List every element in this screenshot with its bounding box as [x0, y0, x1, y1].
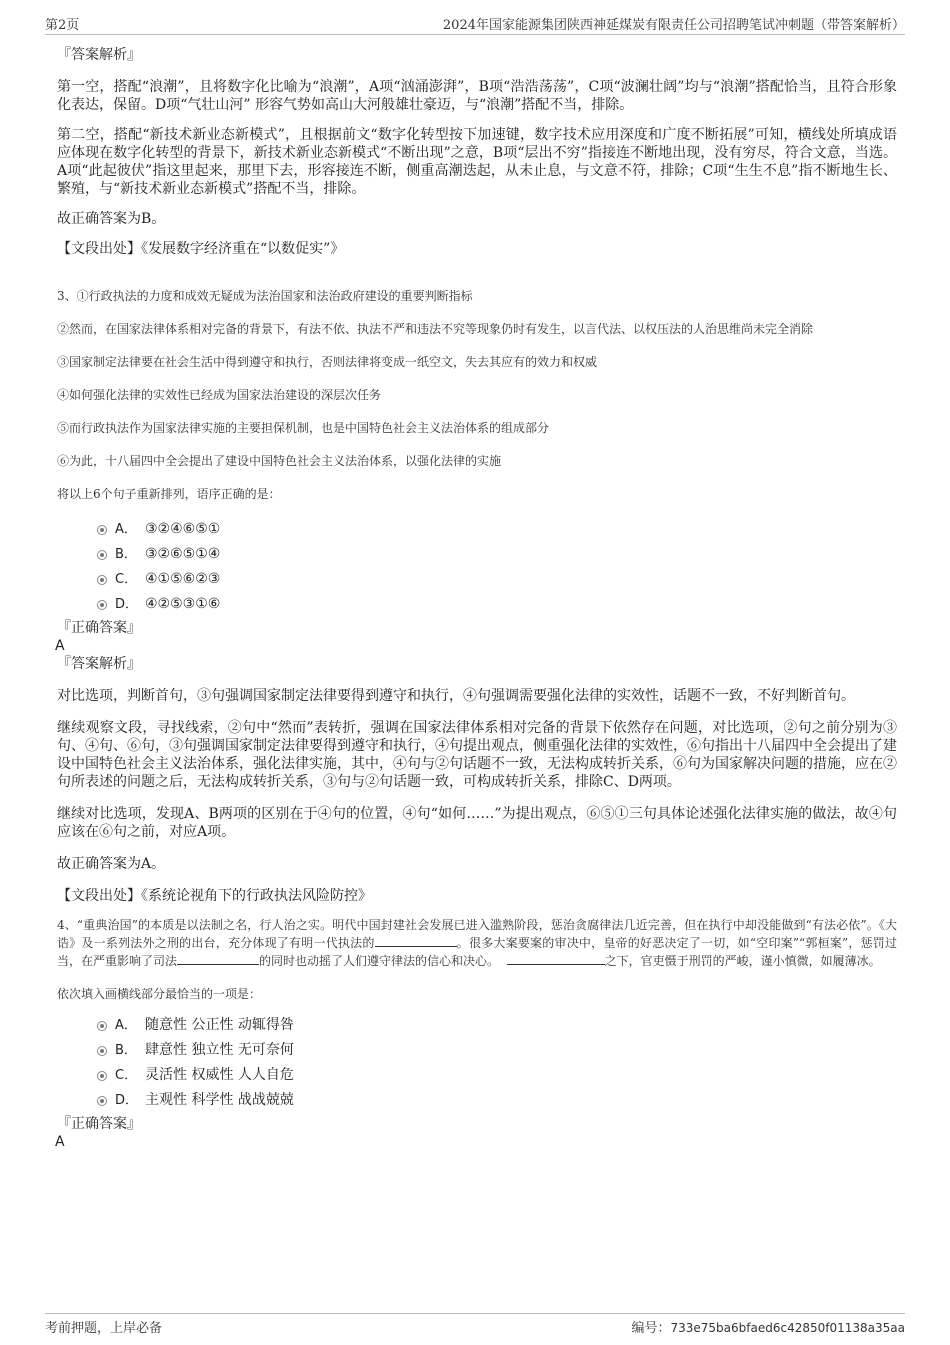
q3-analysis-3: 继续对比选项，发现A、B两项的区别在于④句的位置，④句“如何……”为提出观点，⑥⑤①三句具体论述强化法律实施的做法，故④句应该在⑥句之前，对应A项。 — [57, 806, 897, 840]
q4-correct-answer: A — [55, 1134, 65, 1150]
q3-stem-4: ④如何强化法律的实效性已经成为国家法治建设的深层次任务 — [57, 388, 382, 402]
document-code: 编号：733e75ba6bfaed6c42850f01138a35aa — [631, 1321, 905, 1336]
q4-correct-label: 『正确答案』 — [57, 1116, 141, 1132]
q3-stem-2: ②然而，在国家法律体系相对完备的背景下，有法不依、执法不严和违法不究等现象仍时有发生，以言代法、以权压法的人治思维尚未完全消除 — [57, 322, 814, 336]
q2-conclusion: 故正确答案为B。 — [57, 211, 166, 227]
q3-option-a[interactable]: A． ③②④⑥⑤① — [57, 517, 897, 542]
q3-analysis-2: 继续观察文段，寻找线索，②句中“然而”表转折，强调在国家法律体系相对完备的背景下依然存在问题，对比选项，②句之前分别为③句、④句、⑥句，③句强调国家制定法律要得到遵守和执行，④句提出观点，侧重强化法律的实效性，⑥句指出十八届四中全会提出了建设中国特色社会主义法治体系，强化法律实施，其中，④句与②句话题不一致，无法构成转折关系，⑥句为国家解决问题的措施，应在②句所表述的问题之后，无法构成转折关系，③句与②句话题一致，可构成转折关系，排除C、D两项。 — [57, 720, 897, 790]
fill-blank-3 — [507, 952, 605, 965]
q3-source: 【文段出处】《系统论视角下的行政执法风险防控》 — [57, 888, 372, 904]
page-header — [45, 12, 905, 35]
q3-option-b[interactable]: B． ③②⑥⑤①④ — [57, 542, 897, 567]
page-content — [57, 46, 897, 1151]
q4-prompt: 依次填入画横线部分最恰当的一项是： — [57, 987, 262, 1001]
q4-option-b[interactable]: B． 肆意性 独立性 无可奈何 — [57, 1038, 897, 1063]
radio-icon[interactable] — [97, 600, 107, 610]
q3-correct-answer: A — [55, 638, 65, 654]
q2-source: 【文段出处】《发展数字经济重在“以数促实”》 — [57, 241, 345, 257]
page-number: 第2页 — [45, 18, 80, 33]
q3-stem-1: 3、①行政执法的力度和成效无疑成为法治国家和法治政府建设的重要判断指标 — [57, 289, 473, 303]
q3-analysis-label: 『答案解析』 — [57, 656, 141, 672]
fill-blank-2 — [177, 952, 259, 965]
q2-analysis-para-1: 第一空，搭配“浪潮”，且将数字化比喻为“浪潮”，A项“汹涌澎湃”，B项“浩浩荡荡”，C项“波澜壮阔”均与“浪潮”搭配恰当，且符合形象化表达，保留。D项“气壮山河” 形容气势如高山大河般雄壮豪迈，与“浪潮”搭配不当，排除。 — [57, 79, 897, 113]
q3-option-c[interactable]: C． ④①⑤⑥②③ — [57, 567, 897, 592]
footer-slogan: 考前押题，上岸必备 — [45, 1321, 163, 1336]
q3-stem-3: ③国家制定法律要在社会生活中得到遵守和执行，否则法律将变成一纸空文，失去其应有的效力和权威 — [57, 355, 598, 369]
q3-prompt: 将以上6个句子重新排列，语序正确的是： — [57, 487, 281, 501]
q3-option-d[interactable]: D． ④②⑤③①⑥ — [57, 592, 897, 617]
q3-stem-5: ⑤而行政执法作为国家法律实施的主要担保机制，也是中国特色社会主义法治体系的组成部分 — [57, 421, 550, 435]
q2-analysis-label: 『答案解析』 — [57, 47, 141, 63]
q3-options — [57, 517, 897, 617]
q3-analysis-4: 故正确答案为A。 — [57, 856, 166, 872]
q4-options — [57, 1013, 897, 1113]
q4-option-c[interactable]: C． 灵活性 权威性 人人自危 — [57, 1063, 897, 1088]
radio-icon[interactable] — [97, 575, 107, 585]
radio-icon[interactable] — [97, 1046, 107, 1056]
page-footer — [45, 1313, 905, 1338]
q3-stem-6: ⑥为此，十八届四中全会提出了建设中国特色社会主义法治体系，以强化法律的实施 — [57, 454, 502, 468]
radio-icon[interactable] — [97, 1071, 107, 1081]
q2-analysis-para-2: 第二空，搭配“新技术新业态新模式”，且根据前文“数字化转型按下加速键，数字技术应用深度和广度不断拓展”可知，横线处所填成语应体现在数字化转型的背景下，新技术新业态新模式“不断出现”之意，B项“层出不穷”指接连不断地出现，没有穷尽，符合文意，当选。A项“此起彼伏”指这里起来，那里下去，形容接连不断，侧重高潮迭起，从未止息，与文意不符，排除；C项“生生不息”指不断地生长、繁殖，与“新技术新业态新模式”搭配不当，排除。 — [57, 127, 897, 197]
radio-icon[interactable] — [97, 1096, 107, 1106]
document-title: 2024年国家能源集团陕西神延煤炭有限责任公司招聘笔试冲刺题（带答案解析） — [442, 18, 905, 33]
q4-option-d[interactable]: D． 主观性 科学性 战战兢兢 — [57, 1088, 897, 1113]
radio-icon[interactable] — [97, 1021, 107, 1031]
fill-blank-1 — [375, 934, 457, 947]
radio-icon[interactable] — [97, 525, 107, 535]
q4-option-a[interactable]: A． 随意性 公正性 动辄得咎 — [57, 1013, 897, 1038]
q3-analysis-1: 对比选项，判断首句，③句强调国家制定法律要得到遵守和执行，④句强调需要强化法律的实效性，话题不一致，不好判断首句。 — [57, 688, 855, 704]
q3-correct-label: 『正确答案』 — [57, 620, 141, 636]
radio-icon[interactable] — [97, 550, 107, 560]
q4-stem: 4、“重典治国”的本质是以法制之名，行人治之实。明代中国封建社会发展已进入滥熟阶段，惩治贪腐律法几近完善，但在执行中却没能做到“有法必依”。《大诰》及一系列法外之刑的出台，充分体现了有明一代执法的 。很多大案要案的审决中，皇帝的好恶决定了一切，如“空印案”“郭桓案”，惩罚过当，在严重影响了司法 的同时也动摇了人们遵守律法的信心和决心。 之下，官吏慑于刑罚的严峻，谨小慎微，如履薄冰。 — [57, 918, 897, 968]
